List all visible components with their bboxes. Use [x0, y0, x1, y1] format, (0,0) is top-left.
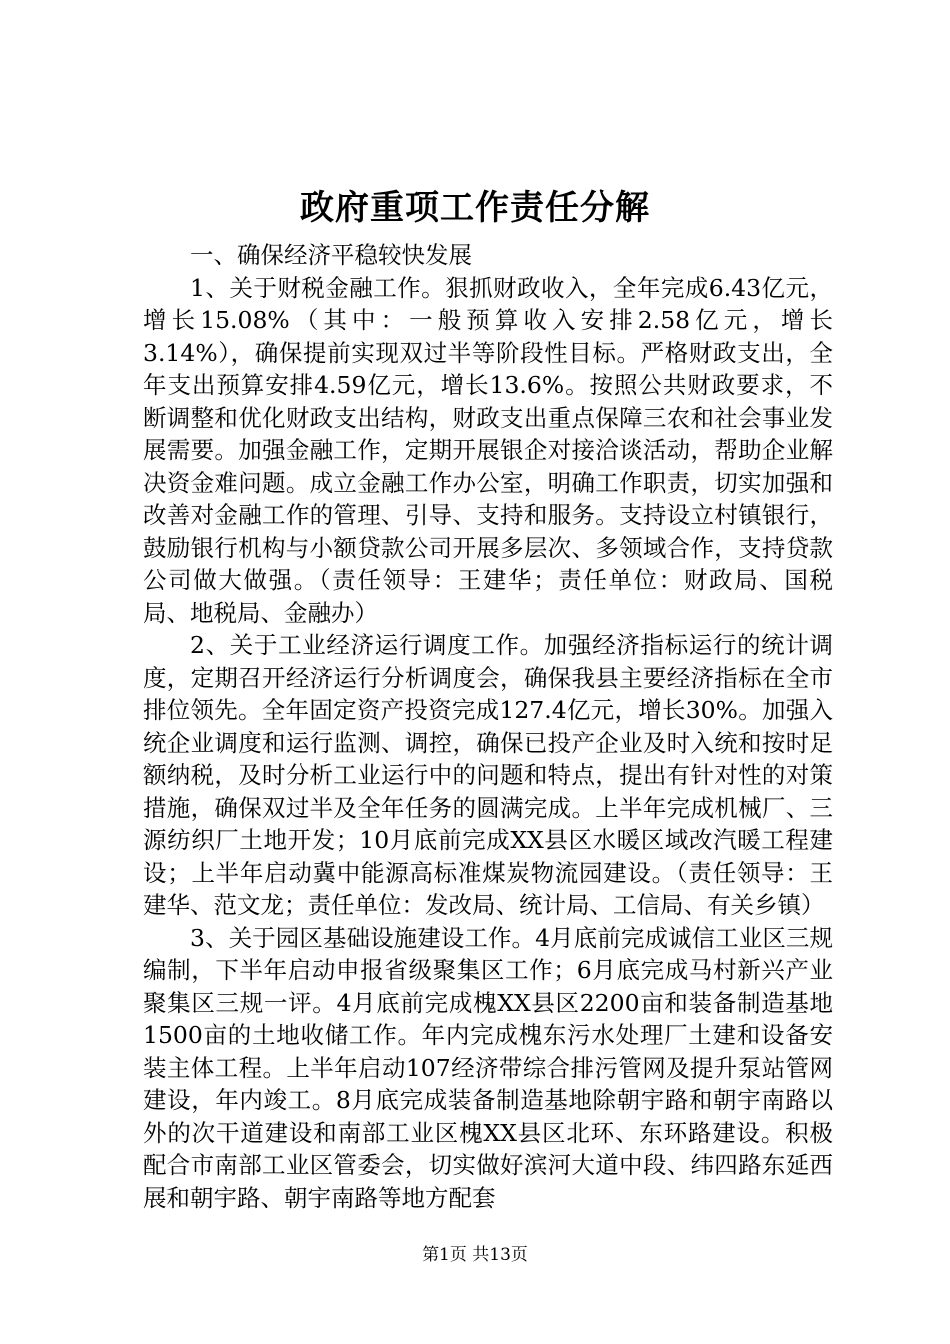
paragraph-park-infrastructure: 3、关于园区基础设施建设工作。4月底前完成诚信工业区三规编制，下半年启动申报省级聚集区工作；6月底完成马村新兴产业聚集区三规一评。4月底前完成槐XX县区2200亩和装备制造基地1500亩的土地收储工作。年内完成槐东污水处理厂土建和设备安装主体工程。上半年启动107经济带综合排污管网及提升泵站管网建设，年内竣工。8月底完成装备制造基地除朝宇路和朝宇南路以外的次干道建设和南部工业区槐XX县区北环、东环路建设。积极配合市南部工业区管委会，切实做好滨河大道中段、纬四路东延西展和朝宇路、朝宇南路等地方配套	[143, 923, 833, 1212]
paragraph-fiscal-finance: 1、关于财税金融工作。狠抓财政收入，全年完成6.43亿元，增长15.08%（其中：一般预算收入安排2.58亿元，增长3.14%），确保提前实现双过半等阶段性目标。严格财政支出，全年支出预算安排4.59亿元，增长13.6%。按照公共财政要求，不断调整和优化财政支出结构，财政支出重点保障三农和社会事业发展需要。加强金融工作，定期开展银企对接洽谈活动，帮助企业解决资金难问题。成立金融工作办公室，明确工作职责，切实加强和改善对金融工作的管理、引导、支持和服务。支持设立村镇银行，鼓励银行机构与小额贷款公司开展多层次、多领域合作，支持贷款公司做大做强。（责任领导：王建华；责任单位：财政局、国税局、地税局、金融办）	[143, 273, 833, 627]
document-body	[143, 239, 833, 1214]
page-number-footer: 第1页 共13页	[422, 1245, 528, 1265]
paragraph-industrial-economy: 2、关于工业经济运行调度工作。加强经济指标运行的统计调度，定期召开经济运行分析调度会，确保我县主要经济指标在全市排位领先。全年固定资产投资完成127.4亿元，增长30%。加强入统企业调度和运行监测、调控，确保已投产企业及时入统和按时足额纳税，及时分析工业运行中的问题和特点，提出有针对性的对策措施，确保双过半及全年任务的圆满完成。上半年完成机械厂、三源纺织厂土地开发；10月底前完成XX县区水暖区域改汽暖工程建设；上半年启动冀中能源高标准煤炭物流园建设。（责任领导：王建华、范文龙；责任单位：发改局、统计局、工信局、有关乡镇）	[143, 631, 833, 919]
section-heading: 一、确保经济平稳较快发展	[190, 241, 472, 269]
document-title: 政府重项工作责任分解	[300, 188, 650, 228]
